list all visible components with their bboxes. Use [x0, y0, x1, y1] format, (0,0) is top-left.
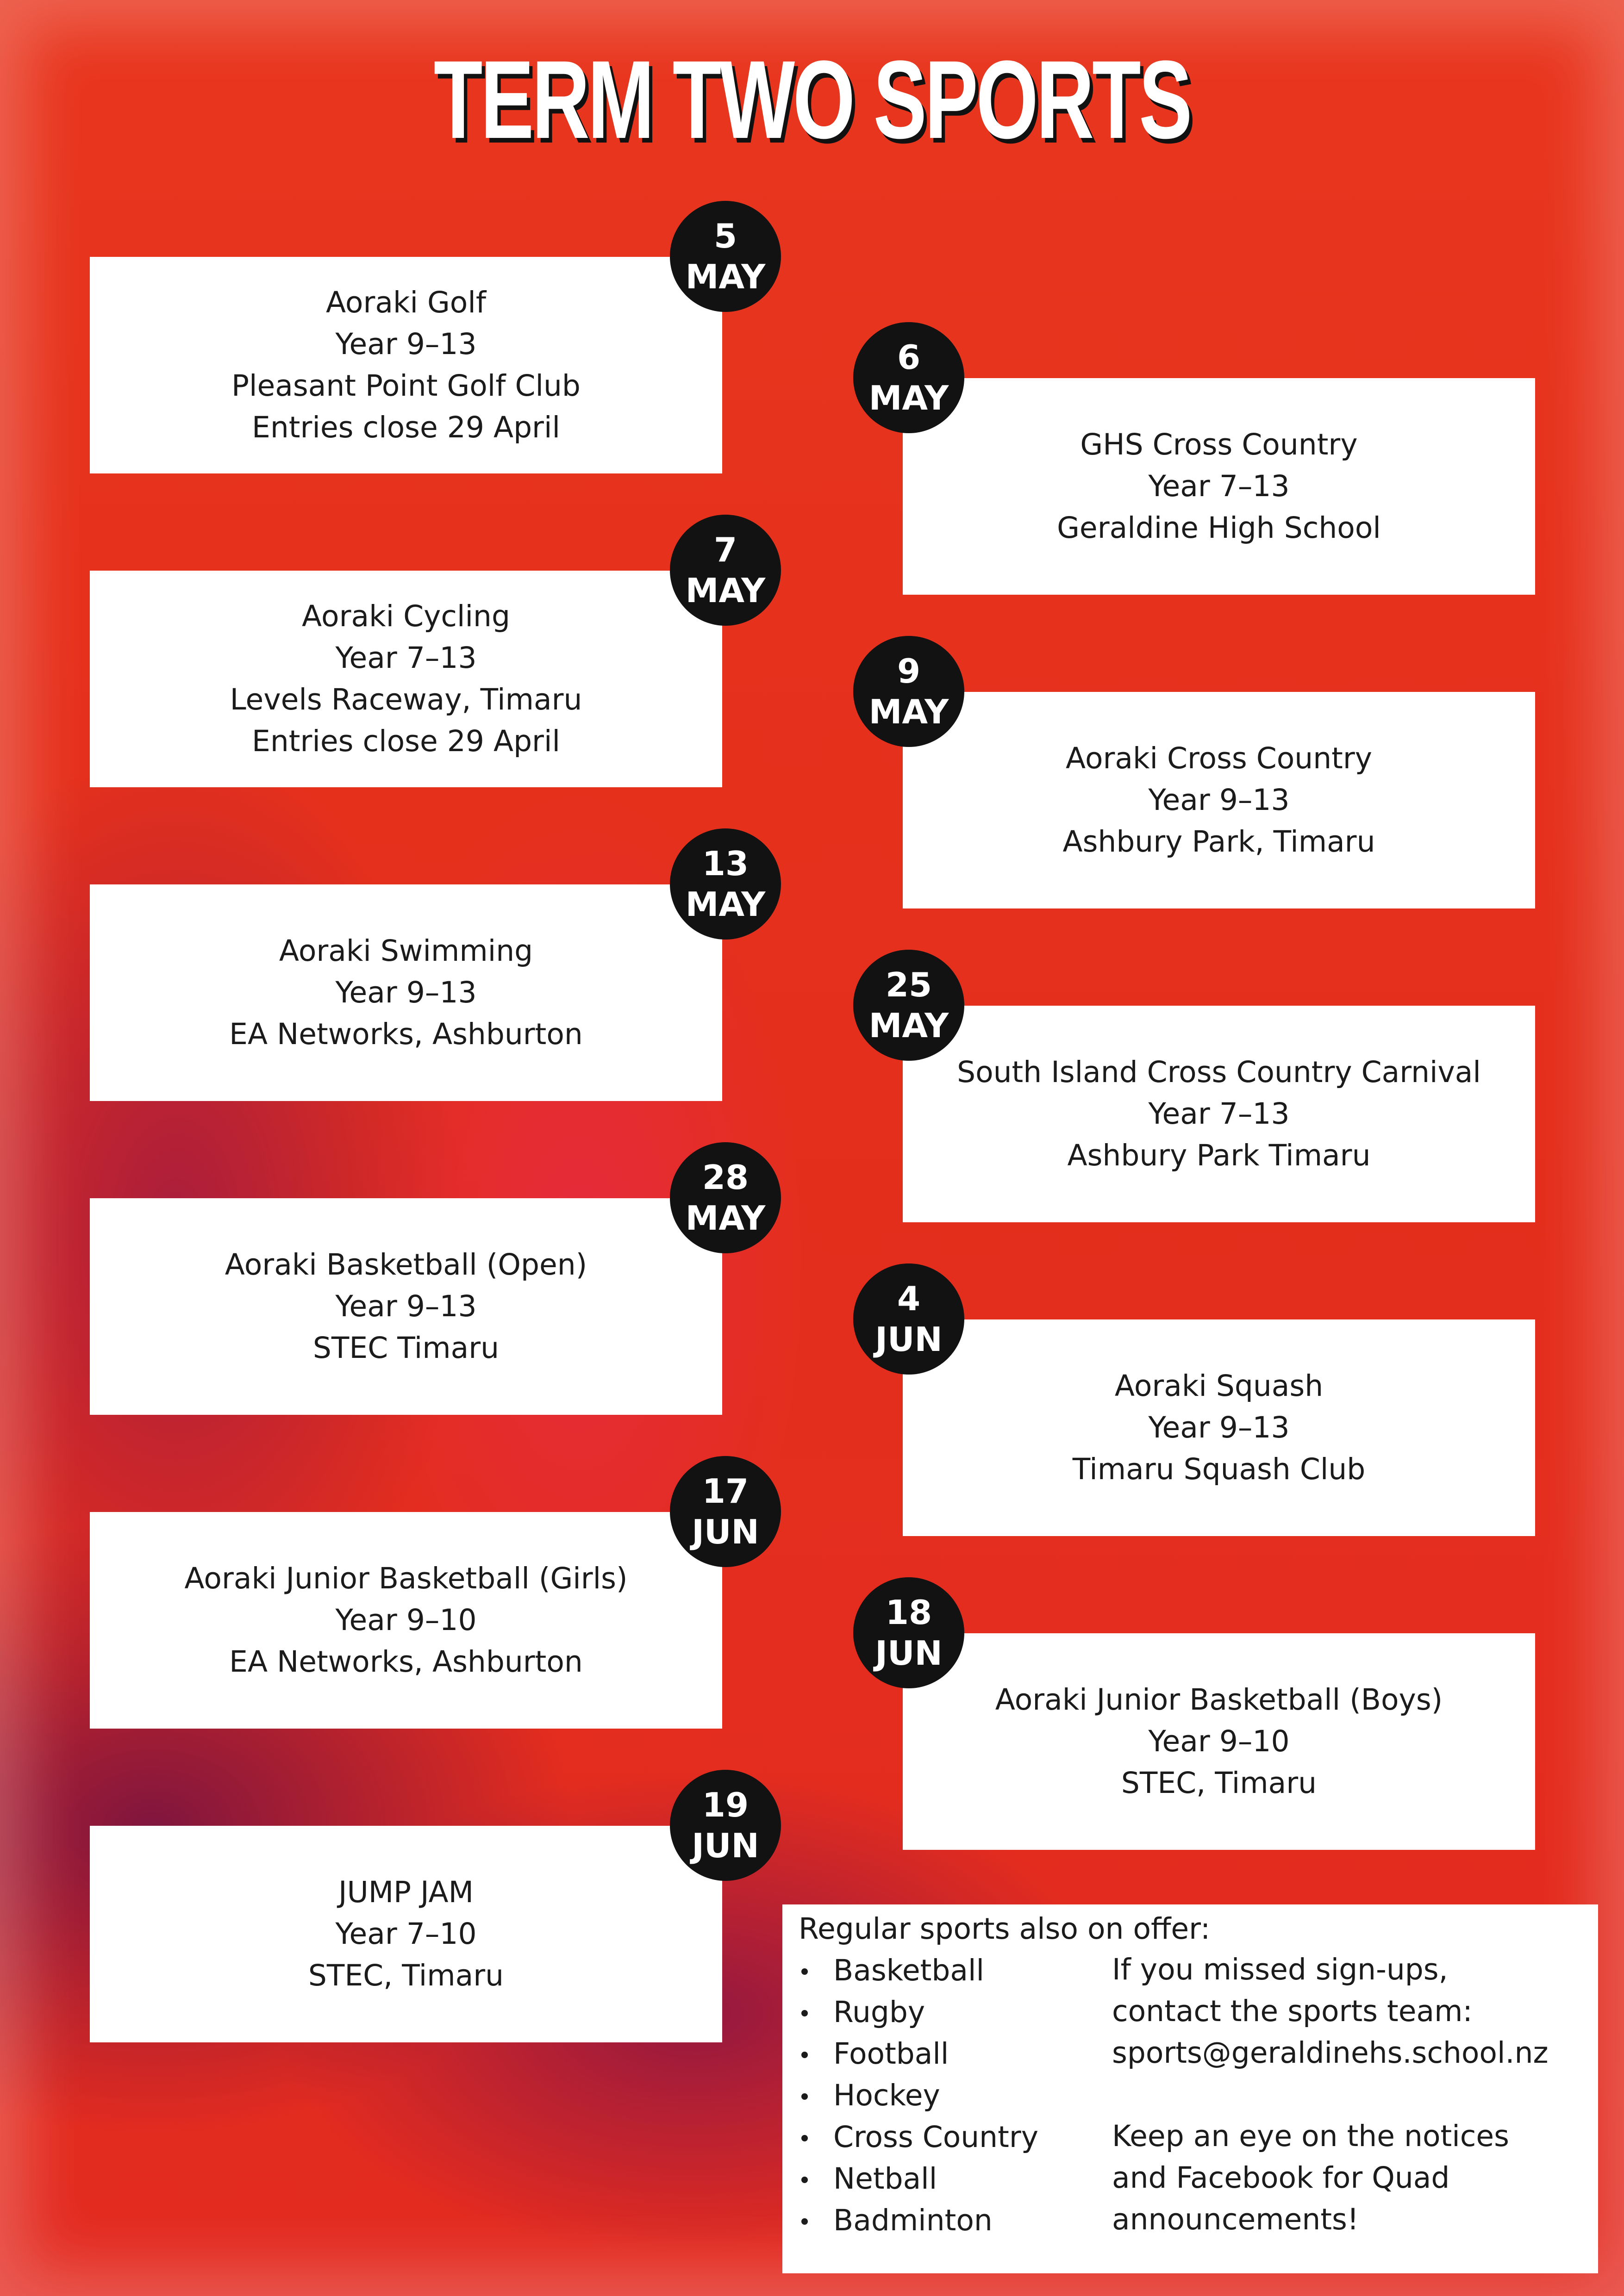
sport-item: Badminton: [799, 2200, 1038, 2241]
regular-sports-panel: [782, 1904, 1598, 2273]
date-badge: [853, 1263, 964, 1375]
event-name: Aoraki Cross Country: [1065, 741, 1373, 775]
event-venue: STEC, Timaru: [1121, 1766, 1317, 1800]
event-card: [903, 378, 1535, 595]
sport-item: Football: [799, 2033, 1038, 2075]
date-month: MAY: [685, 885, 766, 924]
event-years: Year 7–13: [1148, 1097, 1290, 1131]
date-badge: [670, 201, 781, 312]
date-day: 9: [897, 652, 921, 691]
contact-email[interactable]: sports@geraldinehs.school.nz: [1112, 2036, 1549, 2070]
event-years: Year 9–10: [335, 1603, 477, 1637]
date-month: JUN: [692, 1826, 759, 1865]
notice-text: announcements!: [1112, 2203, 1359, 2236]
date-day: 18: [885, 1593, 932, 1632]
date-badge: [853, 1577, 964, 1688]
date-day: 5: [713, 217, 737, 255]
event-name: Aoraki Cycling: [302, 599, 510, 633]
event-venue: STEC, Timaru: [308, 1959, 504, 1992]
date-badge: [670, 1142, 781, 1253]
event-name: Aoraki Junior Basketball (Girls): [184, 1562, 628, 1595]
event-name: South Island Cross Country Carnival: [957, 1055, 1481, 1089]
event-note: Entries close 29 April: [252, 411, 560, 444]
event-years: Year 9–13: [1148, 1411, 1290, 1444]
date-day: 19: [702, 1786, 749, 1824]
date-month: MAY: [868, 692, 949, 731]
event-years: Year 9–10: [1148, 1724, 1290, 1758]
event-card: [903, 692, 1535, 908]
date-badge: [853, 950, 964, 1061]
event-card: [90, 1512, 722, 1729]
sport-item: Basketball: [799, 1950, 1038, 1991]
event-venue: Pleasant Point Golf Club: [231, 369, 581, 403]
date-badge: [670, 1770, 781, 1881]
date-badge: [670, 828, 781, 940]
event-years: Year 7–10: [335, 1917, 477, 1951]
event-venue: STEC Timaru: [312, 1331, 500, 1365]
page-title: TERM TWO SPORTS: [433, 37, 1191, 162]
date-day: 17: [702, 1472, 749, 1511]
date-day: 25: [885, 965, 932, 1004]
date-month: MAY: [868, 1006, 949, 1045]
event-card: [90, 1198, 722, 1415]
spacer: [1112, 2074, 1549, 2116]
event-name: Aoraki Swimming: [279, 934, 533, 968]
event-name: GHS Cross Country: [1080, 428, 1358, 461]
regular-sports-heading: Regular sports also on offer:: [799, 1912, 1211, 1946]
event-years: Year 9–13: [335, 976, 477, 1009]
notice-text: Keep an eye on the notices: [1112, 2119, 1509, 2153]
contact-info: [1112, 1949, 1549, 2240]
event-name: JUMP JAM: [338, 1875, 474, 1909]
event-card: [90, 1826, 722, 2042]
sport-item: Hockey: [799, 2075, 1038, 2116]
event-note: Entries close 29 April: [252, 724, 560, 758]
signup-text: If you missed sign-ups,: [1112, 1953, 1448, 1986]
notice-text: and Facebook for Quad: [1112, 2161, 1450, 2195]
regular-sports-list: [799, 1950, 1038, 2241]
event-venue: Geraldine High School: [1057, 511, 1381, 545]
date-day: 13: [702, 844, 749, 883]
date-day: 4: [897, 1279, 921, 1318]
sport-item: Cross Country: [799, 2116, 1038, 2158]
date-badge: [670, 1456, 781, 1567]
signup-text: contact the sports team:: [1112, 1994, 1473, 2028]
date-day: 28: [702, 1158, 749, 1197]
event-venue: Timaru Squash Club: [1072, 1452, 1366, 1486]
event-years: Year 9–13: [335, 1289, 477, 1323]
event-name: Aoraki Squash: [1114, 1369, 1324, 1403]
event-card: [903, 1319, 1535, 1536]
date-month: MAY: [685, 257, 766, 296]
date-month: JUN: [875, 1320, 943, 1359]
event-venue: Ashbury Park, Timaru: [1062, 825, 1375, 859]
event-venue: EA Networks, Ashburton: [229, 1017, 583, 1051]
date-badge: [670, 515, 781, 626]
event-card: [90, 884, 722, 1101]
event-venue: Levels Raceway, Timaru: [230, 683, 582, 716]
date-month: MAY: [685, 1199, 766, 1238]
date-day: 6: [897, 338, 921, 377]
date-badge: [853, 636, 964, 747]
event-venue: EA Networks, Ashburton: [229, 1645, 583, 1679]
event-years: Year 9–13: [1148, 783, 1290, 817]
event-years: Year 9–13: [335, 327, 477, 361]
event-name: Aoraki Golf: [325, 286, 487, 319]
event-card: [903, 1006, 1535, 1222]
event-name: Aoraki Basketball (Open): [225, 1248, 587, 1282]
event-card: [903, 1633, 1535, 1850]
date-day: 7: [713, 530, 737, 569]
event-name: Aoraki Junior Basketball (Boys): [995, 1683, 1443, 1717]
event-venue: Ashbury Park Timaru: [1067, 1139, 1371, 1172]
event-card: [90, 571, 722, 787]
date-month: JUN: [875, 1634, 943, 1673]
event-years: Year 7–13: [1148, 469, 1290, 503]
date-month: JUN: [692, 1512, 759, 1551]
event-card: [90, 257, 722, 473]
sport-item: Rugby: [799, 1991, 1038, 2033]
sport-item: Netball: [799, 2158, 1038, 2200]
date-badge: [853, 322, 964, 433]
date-month: MAY: [868, 379, 949, 417]
date-month: MAY: [685, 571, 766, 610]
event-years: Year 7–13: [335, 641, 477, 675]
